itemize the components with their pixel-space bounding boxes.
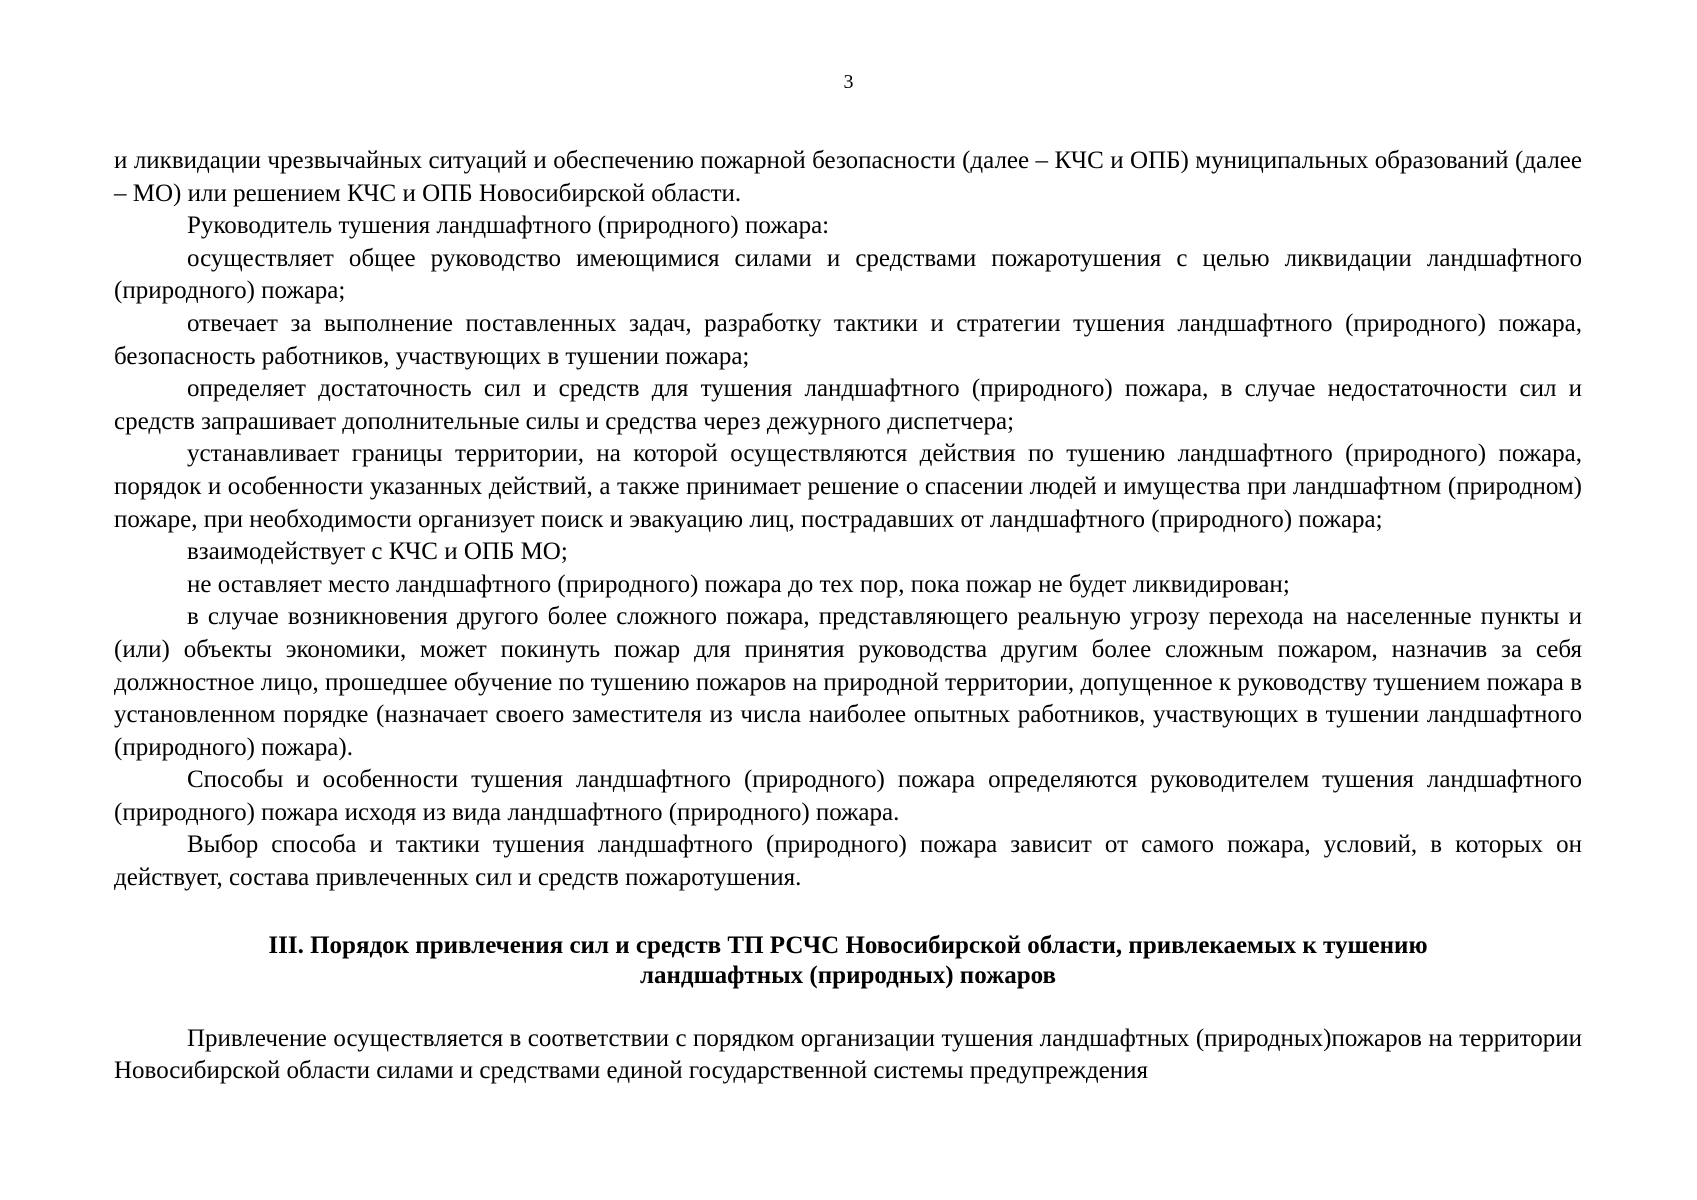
paragraph-methods: Способы и особенности тушения ландшафтного (природного) пожара определяются руководителем тушения ландшафтного (природного) пожара исходя из вида ландшафтного (природного) пожара. [114, 766, 1582, 826]
paragraph-duty-complex-fire: в случае возникновения другого более сложного пожара, представляющего реальную угрозу перехода на населенные пункты и (или) объекты экономики, может покинуть пожар для принятия руководства другим более сложным пожаром, назначив за себя должностное лицо, прошедшее обучение по тушению пожаров на природной территории, допущенное к руководству тушением пожара в установленном порядке (назначает своего заместителя из числа наиболее опытных работников, участвующих в тушении ландшафтного (природного) пожара). [114, 603, 1582, 761]
paragraph-tactics: Выбор способа и тактики тушения ландшафтного (природного) пожара зависит от самого пожара, условий, в которых он действует, состава привлеченных сил и средств пожаротушения. [114, 831, 1582, 892]
paragraph-continuation: и ликвидации чрезвычайных ситуаций и обеспечению пожарной безопасности (далее – КЧС и ОПБ) муниципальных образований (далее – МО) или решением КЧС и ОПБ Новосибирской области. [114, 147, 1582, 207]
section-heading-line-2: ландшафтных (природных) пожаров [640, 961, 1056, 989]
paragraph-duty-sufficiency: определяет достаточность сил и средств для тушения ландшафтного (природного) пожара, в случае недостаточности сил и средств запрашивает дополнительные силы и средства через дежурного диспетчера; [114, 375, 1582, 435]
paragraph-duty-responsibility: отвечает за выполнение поставленных задач, разработку тактики и стратегии тушения ландшафтного (природного) пожара, безопасность работников, участвующих в тушении пожара; [114, 309, 1582, 370]
paragraph-duty-boundaries: устанавливает границы территории, на которой осуществляются действия по тушению ландшафтного (природного) пожара, порядок и особенности указанных действий, а также принимает решение о спасении людей и имущества при ландшафтном (природном) пожаре, при необходимости организует поиск и эвакуацию лиц, пострадавших от ландшафтного (природного) пожара; [114, 440, 1582, 533]
page-number: 3 [843, 71, 854, 93]
paragraph-duty-not-leave: не оставляет место ландшафтного (природного) пожара до тех пор, пока пожар не будет ликвидирован; [187, 570, 1290, 598]
paragraph-engagement: Привлечение осуществляется в соответствии с порядком организации тушения ландшафтных (природных)пожаров на территории Новосибирской области силами и средствами единой государственной системы предупреждения [114, 1024, 1582, 1085]
section-heading-line-1: III. Порядок привлечения сил и средств ТП РСЧС Новосибирской области, привлекаемых к тушению [268, 931, 1428, 959]
section-heading [114, 931, 1582, 991]
document-body [114, 145, 1582, 1088]
paragraph-duty-interaction: взаимодействует с КЧС и ОПБ МО; [187, 538, 568, 566]
paragraph-leader-intro: Руководитель тушения ландшафтного (природного) пожара: [187, 212, 830, 240]
paragraph-duty-general-management: осуществляет общее руководство имеющимися силами и средствами пожаротушения с целью ликвидации ландшафтного (природного) пожара; [114, 244, 1582, 305]
